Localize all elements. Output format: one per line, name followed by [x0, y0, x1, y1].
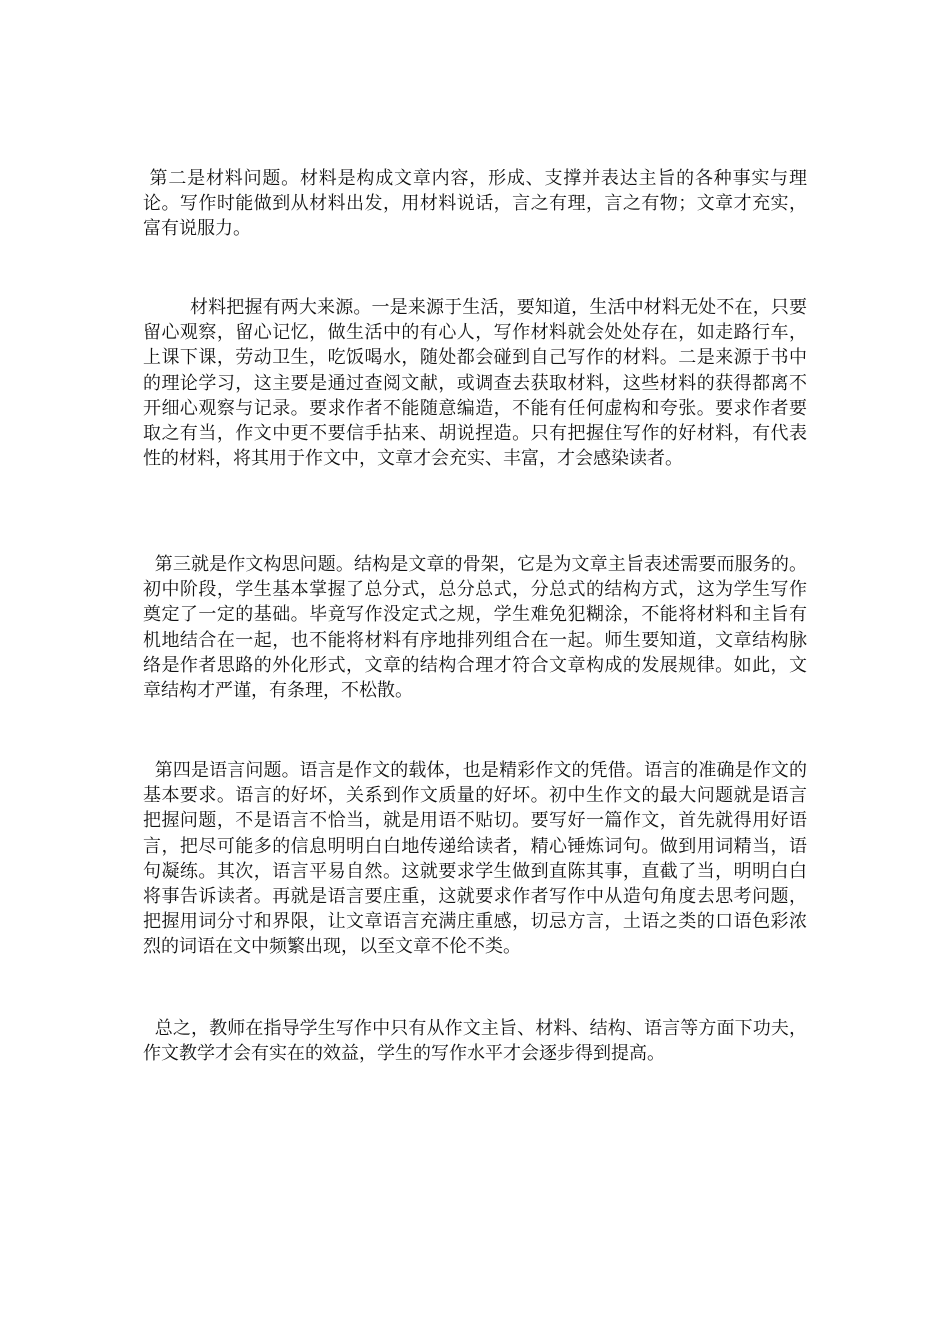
paragraph-material-sources: 材料把握有两大来源。一是来源于生活，要知道，生活中材料无处不在，只要留心观察，留心记忆，做生活中的有心人，写作材料就会处处存在，如走路行车，上课下课，劳动卫生，吃饭喝水，随处都会碰到自己写作的材料。二是来源于书中的理论学习，这主要是通过查阅文献，或调查去获取材料，这些材料的获得都离不开细心观察与记录。要求作者不能随意编造，不能有任何虚构和夸张。要求作者要取之有当，作文中更不要信手拈来、胡说捏造。只有把握住写作的好材料，有代表性的材料，将其用于作文中，文章才会充实、丰富，才会感染读者。: [143, 297, 808, 470]
paragraph-material-issue: 第二是材料问题。材料是构成文章内容，形成、支撑并表达主旨的各种事实与理论。写作时能做到从材料出发，用材料说话，言之有理，言之有物；文章才充实，富有说服力。: [143, 168, 807, 240]
paragraph-conclusion: 总之，教师在指导学生写作中只有从作文主旨、材料、结构、语言等方面下功夫，作文教学才会有实在的效益，学生的写作水平才会逐步得到提高。: [143, 1018, 808, 1065]
paragraph-language-issue: 第四是语言问题。语言是作文的载体，也是精彩作文的凭借。语言的准确是作文的基本要求。语言的好坏，关系到作文质量的好坏。初中生作文的最大问题就是语言把握问题，不是语言不恰当，就是用语不贴切。要写好一篇作文，首先就得用好语言，把尽可能多的信息明明白白地传递给读者，精心锤炼词句。做到用词精当，语句凝练。其次，语言平易自然。这就要求学生做到直陈其事，直截了当，明明白白将事告诉读者。再就是语言要庄重，这就要求作者写作中从造句角度去思考问题，把握用词分寸和界限，让文章语言充满庄重感，切忌方言，土语之类的口语色彩浓烈的词语在文中频繁出现，以至文章不伦不类。: [143, 760, 808, 958]
paragraph-structure-issue: 第三就是作文构思问题。结构是文章的骨架，它是为文章主旨表述需要而服务的。初中阶段，学生基本掌握了总分式，总分总式，分总式的结构方式，这为学生写作奠定了一定的基础。毕竟写作没定式之规，学生难免犯糊涂，不能将材料和主旨有机地结合在一起，也不能将材料有序地排列组合在一起。师生要知道，文章结构脉络是作者思路的外化形式，文章的结构合理才符合文章构成的发展规律。如此，文章结构才严谨，有条理，不松散。: [143, 554, 808, 702]
